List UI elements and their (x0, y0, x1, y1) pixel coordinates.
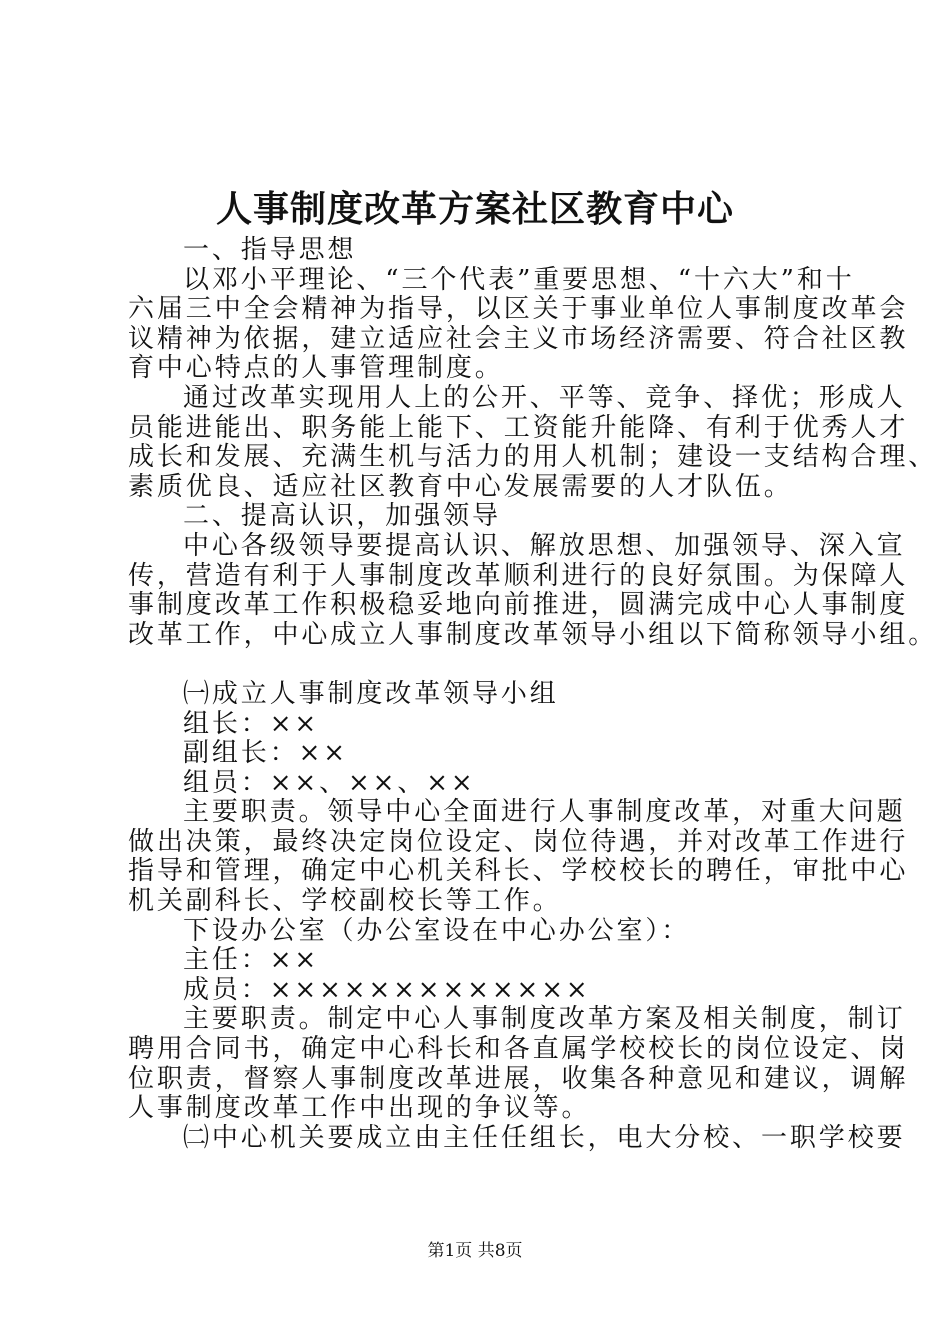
document-body (128, 235, 938, 1153)
paragraph-line: 指导和管理，确定中心机关科长、学校校长的聘任，审批中心 (128, 856, 909, 887)
paragraph-line: 事制度改革工作积极稳妥地向前推进，圆满完成中心人事制度 (128, 590, 909, 621)
paragraph-line: 下设办公室（办公室设在中心办公室）： (183, 915, 691, 946)
document-title: 人事制度改革方案社区教育中心 (215, 188, 734, 230)
paragraph-line: 组员：××、××、×× (183, 767, 476, 798)
paragraph-line: 组长：×× (183, 708, 320, 739)
paragraph-line: 主要职责。制定中心人事制度改革方案及相关制度，制订 (183, 1004, 906, 1035)
paragraph-line: 二、提高认识，加强领导 (183, 501, 501, 532)
paragraph-line: 人事制度改革工作中出现的争议等。 (128, 1093, 591, 1124)
paragraph-line: 六届三中全会精神为指导，以区关于事业单位人事制度改革会 (128, 294, 909, 325)
paragraph-line: 中心各级领导要提高认识、解放思想、加强领导、深入宣 (183, 530, 906, 561)
paragraph-line: 副组长：×× (183, 738, 348, 769)
paragraph-line: 位职责，督察人事制度改革进展，收集各种意见和建议，调解 (128, 1063, 909, 1094)
paragraph-line: 一、指导思想 (183, 235, 357, 265)
paragraph-line: 改革工作，中心成立人事制度改革领导小组以下简称领导小组。 (128, 619, 938, 650)
paragraph-line: ㈡中心机关要成立由主任任组长，电大分校、一职学校要 (183, 1122, 906, 1153)
paragraph-line: 成长和发展、充满生机与活力的用人机制；建设一支结构合理、 (128, 442, 938, 473)
paragraph-line: 议精神为依据，建立适应社会主义市场经济需要、符合社区教 (128, 323, 909, 354)
paragraph-line: 育中心特点的人事管理制度。 (128, 353, 504, 384)
paragraph-line: 传，营造有利于人事制度改革顺利进行的良好氛围。为保障人 (128, 560, 909, 591)
paragraph-line: 以邓小平理论、“三个代表”重要思想、“十六大”和十 (183, 264, 855, 295)
paragraph-line: 做出决策，最终决定岗位设定、岗位待遇，并对改革工作进行 (128, 826, 909, 857)
paragraph-line: 主任：×× (183, 945, 320, 976)
paragraph-line: 素质优良、适应社区教育中心发展需要的人才队伍。 (128, 471, 793, 502)
paragraph-line: 机关副科长、学校副校长等工作。 (128, 886, 562, 917)
blank-line (128, 650, 858, 680)
paragraph-line: 聘用合同书，确定中心科长和各直属学校校长的岗位设定、岗 (128, 1034, 909, 1065)
paragraph-line: 成员：××××××××××××× (183, 974, 591, 1005)
page-footer: 第1页 共8页 (427, 1241, 523, 1261)
paragraph-line: ㈠成立人事制度改革领导小组 (183, 678, 559, 709)
paragraph-line: 通过改革实现用人上的公开、平等、竞争、择优；形成人 (183, 382, 906, 413)
paragraph-line: 员能进能出、职务能上能下、工资能升能降、有利于优秀人才 (128, 412, 909, 443)
paragraph-line: 主要职责。领导中心全面进行人事制度改革，对重大问题 (183, 797, 906, 828)
